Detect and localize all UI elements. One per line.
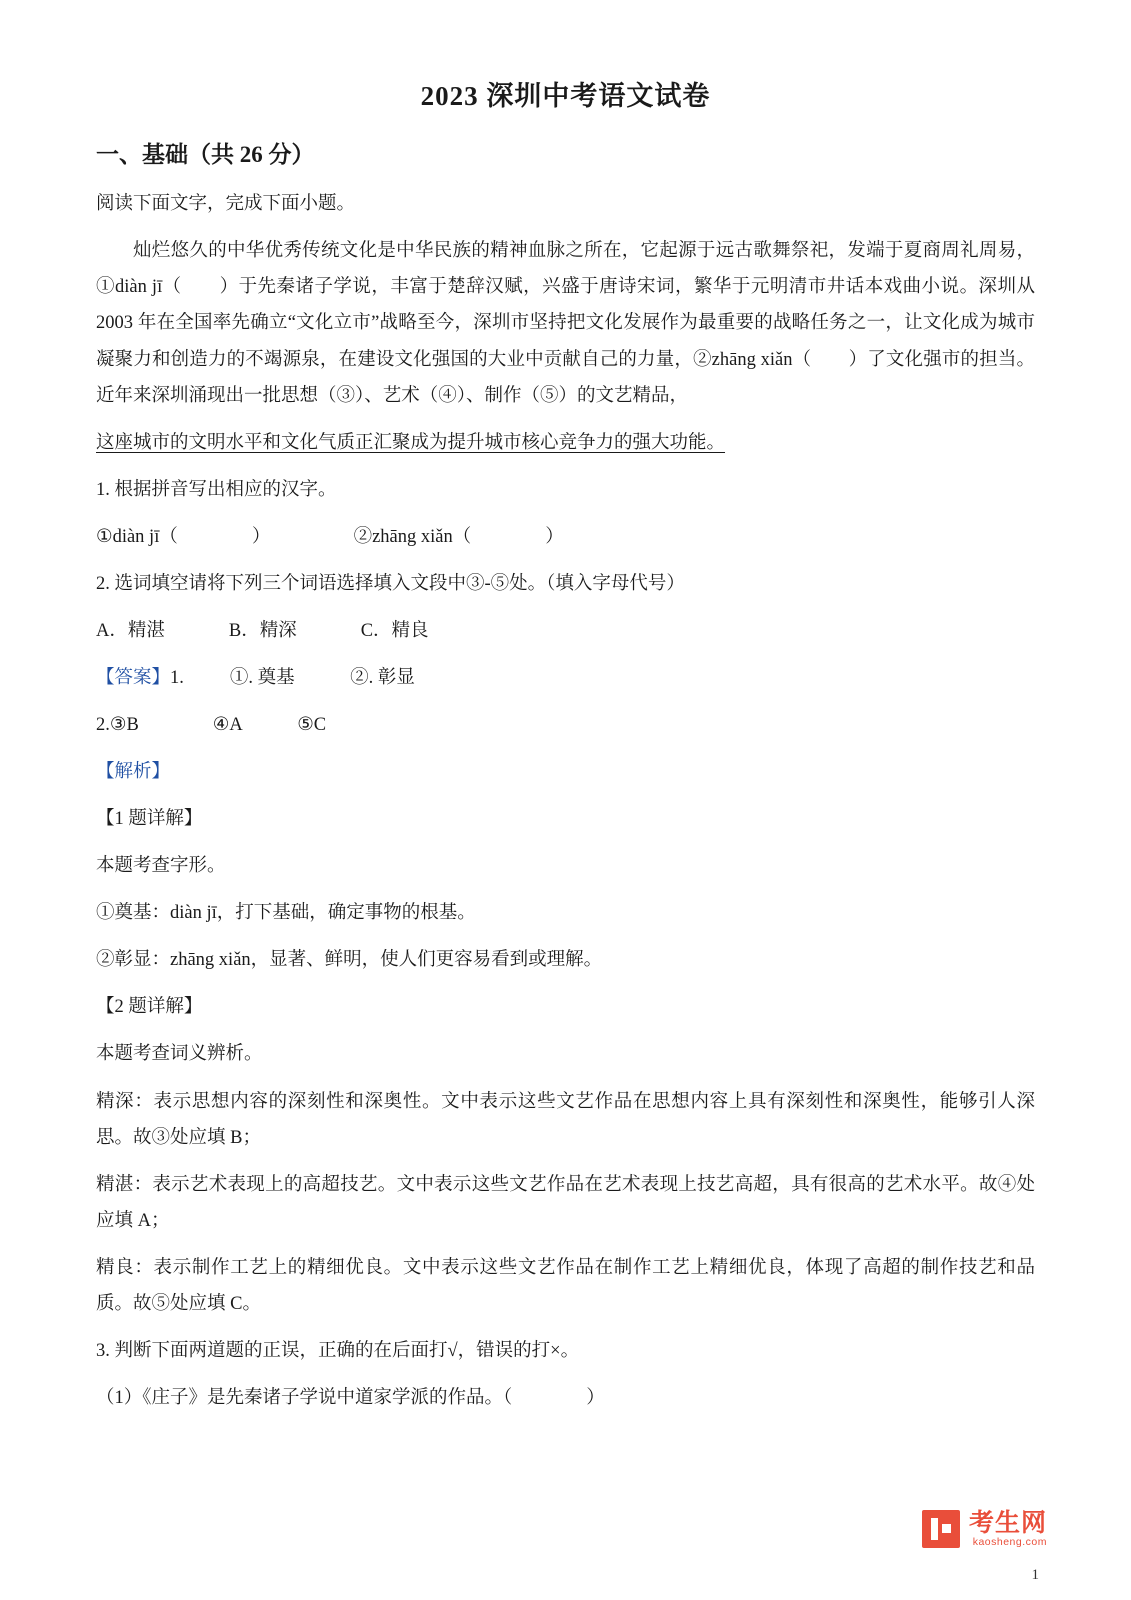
analysis-2-heading: 【2 题详解】 [96,997,203,1018]
answer-line-1 [96,660,1035,696]
underlined-text: 这座城市的文明水平和文化气质正汇聚成为提升城市核心竞争力的强大功能。 [96,432,726,453]
analysis-label: 【解析】 [96,762,171,783]
reading-instruction: 阅读下面文字，完成下面小题。 [96,194,356,215]
passage-underlined-sentence [96,425,1035,461]
option-c: C．精良 [360,620,429,641]
question-2-text: 选词填空请将下列三个词语选择填入文段中③-⑤处。（填入字母代号） [114,573,685,594]
question-1 [96,472,1035,508]
section-heading: 一、基础（共 26 分） [96,141,315,167]
analysis-2-line-4: 精良：表示制作工艺上的精细优良。文中表示这些文艺作品在制作工艺上精细优良，体现了高超的制作技艺和品质。故⑤处应填 C。 [96,1257,1035,1314]
red-square-logo-icon [922,1510,960,1548]
question-3-text: 判断下面两道题的正误，正确的在后面打√，错误的打×。 [114,1340,580,1361]
analysis-1-line-3: ②彰显：zhāng xiǎn，显著、鲜明，使人们更容易看到或理解。 [96,950,603,971]
answer-label: 【答案】 [96,667,171,688]
analysis-1-line-2: ①奠基：diàn jī，打下基础，确定事物的根基。 [96,903,476,924]
question-1-number: 1. [96,479,110,500]
passage-paragraph: 灿烂悠久的中华优秀传统文化是中华民族的精神血脉之所在，它起源于远古歌舞祭祀，发端于夏商周礼周易，①diàn jī（ ）于先秦诸子学说，丰富于楚辞汉赋，兴盛于唐诗宋词，繁华于元明清市井话本戏曲小说。深圳从 2003 年在全国率先确立“文化立市”战略至今，深圳市坚持把文化发展作为最重要的战略任务之一，让文化成为城市凝聚力和创造力的不竭源泉，在建设文化强国的大业中贡献自己的力量，②zhāng xiǎn（ ）了文化强市的担当。近年来深圳涌现出一批思想（③）、艺术（④）、制作（⑤）的文艺精品， [96,241,1035,406]
analysis-1-line-1: 本题考查字形。 [96,856,226,877]
option-a: A．精湛 [96,620,165,641]
question-3-sub-1: （1）《庄子》是先秦诸子学说中道家学派的作品。（ ） [96,1387,605,1408]
analysis-2-line-3: 精湛：表示艺术表现上的高超技艺。文中表示这些文艺作品在艺术表现上技艺高超，具有很高的艺术水平。故④处应填 A； [96,1174,1035,1231]
answer-number: 1. [170,667,184,688]
watermark-en: kaosheng.com [972,1535,1047,1548]
question-1-blanks: ①diàn jī（ ） ②zhāng xiǎn（ ） [96,526,564,547]
question-2-number: 2. [96,573,110,594]
answer-line-2: 2.③B ④A ⑤C [96,715,327,736]
analysis-2-line-1: 本题考查词义辨析。 [96,1044,263,1065]
analysis-label-row [96,754,1035,790]
page-title: 2023 深圳中考语文试卷 [420,81,711,111]
question-1-text: 根据拼音写出相应的汉字。 [114,479,337,500]
question-2 [96,566,1035,602]
question-2-options [96,613,1035,649]
question-3-number: 3. [96,1340,110,1361]
watermark [922,1510,1047,1548]
analysis-1-heading: 【1 题详解】 [96,809,203,830]
watermark-text [969,1510,1047,1547]
watermark-cn: 考生网 [968,1508,1047,1538]
question-3 [96,1333,1035,1369]
analysis-2-line-2: 精深：表示思想内容的深刻性和深奥性。文中表示这些文艺作品在思想内容上具有深刻性和深奥性，能够引人深思。故③处应填 B； [96,1091,1035,1148]
answer-items: ①. 奠基 ②. 彰显 [229,667,415,688]
option-b: B．精深 [228,620,297,641]
page-number: 1 [1031,1567,1039,1583]
